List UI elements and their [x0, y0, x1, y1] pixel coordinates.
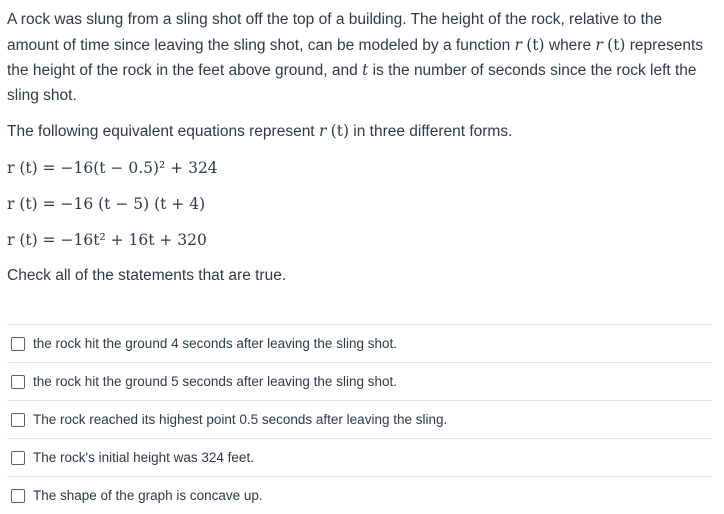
sub-intro-text-1: The following equivalent equations represent	[7, 123, 319, 140]
checkbox[interactable]	[11, 489, 25, 503]
answer-option[interactable]	[7, 400, 712, 438]
answer-option[interactable]	[7, 362, 712, 400]
checkbox[interactable]	[11, 413, 25, 427]
option-label[interactable]: the rock hit the ground 5 seconds after leaving the sling shot.	[33, 374, 397, 389]
math-argument-t: (t)	[330, 122, 349, 140]
checkbox[interactable]	[11, 451, 25, 465]
math-argument-t: (t)	[607, 35, 626, 54]
equation-list	[7, 150, 712, 258]
option-label[interactable]: The rock's initial height was 324 feet.	[33, 450, 254, 465]
answer-options	[7, 324, 712, 514]
equations-intro	[7, 119, 712, 144]
equation-standard-form: r (t) = −16t² + 16t + 320	[7, 231, 207, 249]
question-intro	[7, 8, 712, 108]
math-function-r: r	[318, 122, 327, 140]
option-label[interactable]: The shape of the graph is concave up.	[33, 488, 263, 503]
question-body	[7, 8, 712, 288]
answer-option[interactable]	[7, 438, 712, 476]
intro-text-1: A rock was slung from a sling shot off the top of a building. The height of the rock, relative to the amount of time since leaving the sling shot, can be modeled by a function	[7, 11, 663, 54]
sub-intro-text-2: in three different forms.	[349, 123, 513, 140]
option-label[interactable]: The rock reached its highest point 0.5 seconds after leaving the sling.	[33, 412, 448, 427]
intro-text-4: is the number of seconds since the rock left the sling shot.	[7, 62, 697, 104]
option-label[interactable]: the rock hit the ground 4 seconds after leaving the sling shot.	[33, 336, 397, 351]
answer-option[interactable]	[7, 324, 712, 362]
checkbox[interactable]	[11, 375, 25, 389]
equation-factored-form: r (t) = −16 (t − 5) (t + 4)	[7, 195, 206, 213]
math-function-r: r	[514, 35, 522, 54]
intro-text-2: where	[544, 36, 596, 54]
intro-text-3: represents the height of the rock in the feet above ground, and	[7, 36, 704, 79]
math-argument-t: (t)	[526, 35, 545, 54]
answer-option[interactable]	[7, 476, 712, 514]
instruction-text: Check all of the statements that are true.	[7, 267, 287, 284]
math-function-r: r	[595, 35, 603, 54]
math-variable-t: t	[362, 61, 369, 79]
equation-vertex-form: r (t) = −16(t − 0.5)² + 324	[7, 159, 218, 177]
checkbox[interactable]	[11, 337, 25, 351]
